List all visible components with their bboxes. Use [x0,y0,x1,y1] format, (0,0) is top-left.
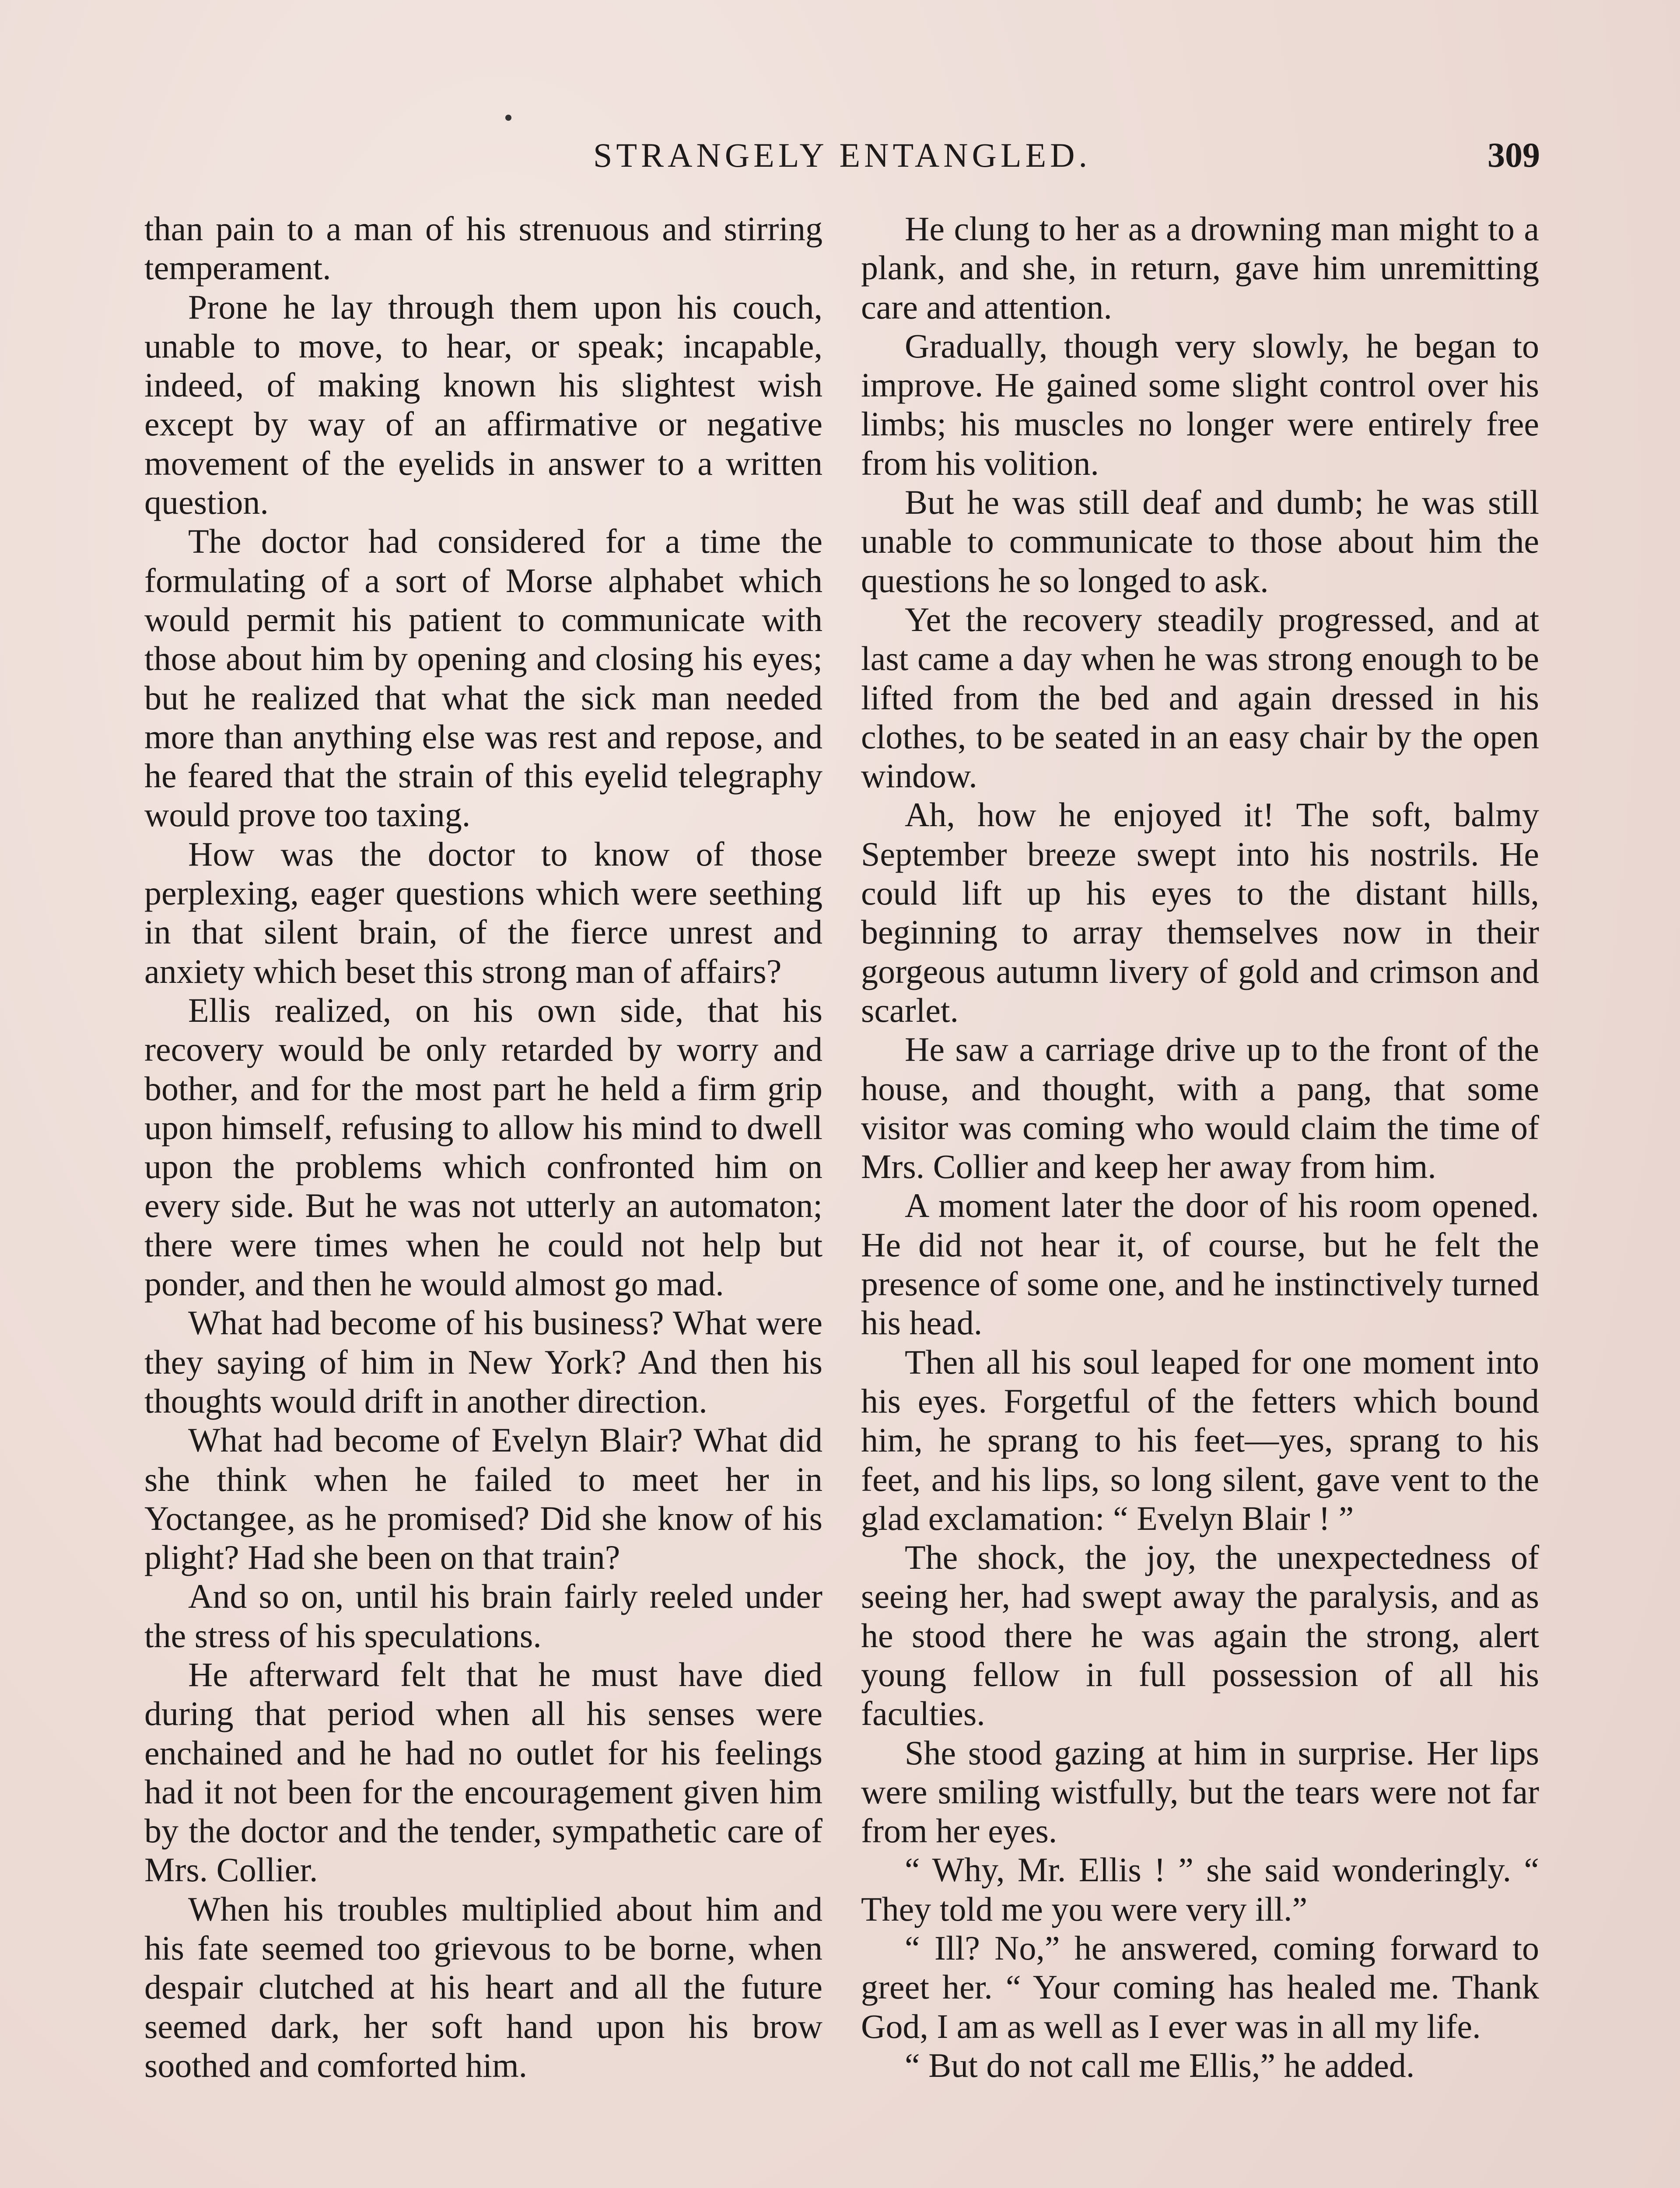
paragraph: than pain to a man of his strenuous and stirring temperament. [144,210,822,287]
paragraph: She stood gazing at him in surprise. Her lips were smiling wistfully, but the tears were not far from her eyes. [861,1733,1539,1850]
paragraph: Yet the recovery steadily progressed, and at last came a day when he was strong enough to be lifted from the bed and again dressed in his clothes, to be seated in an easy chair by the open window. [861,600,1539,795]
paragraph: How was the doctor to know of those perplexing, eager questions which were seething in that silent brain, of the fierce unrest and anxiety which beset this strong man of affairs? [144,835,822,990]
paragraph: When his troubles multiplied about him and his fate seemed too grievous to be borne, when despair clutched at his heart and all the future seemed dark, her soft hand upon his brow soothed and comforted him. [144,1890,822,2084]
paragraph: But he was still deaf and dumb; he was still unable to communicate to those about him the questions he so longed to ask. [861,483,1539,600]
running-title: STRANGELY ENTANGLED. [593,136,1091,174]
paragraph: “ Why, Mr. Ellis ! ” she said wonderingly. “ They told me you were very ill.” [861,1851,1539,1928]
paragraph: “ Ill? No,” he answered, coming forward to greet her. “ Your coming has healed me. Thank God, I am as well as I ever was in all my life. [861,1929,1539,2045]
paragraph: Prone he lay through them upon his couch, unable to move, to hear, or speak; incapable, indeed, of making known his slightest wish except by way of an affirmative or negative movement of the eyelids in answer to a written question. [144,288,822,522]
ink-speck [505,115,511,121]
paragraph: Gradually, though very slowly, he began to improve. He gained some slight control over his limbs; his muscles no longer were entirely free from his volition. [861,326,1539,482]
paragraph: What had become of Evelyn Blair? What did she think when he failed to meet her in Yoctangee, as he promised? Did she know of his plight? Had she been on that train? [144,1421,822,1577]
left-column [144,209,822,2085]
paragraph: Ellis realized, on his own side, that his recovery would be only retarded by worry and bother, and for the most part he held a firm grip upon himself, refusing to allow his mind to dwell upon the problems which confronted him on every side. But he was not utterly an automaton; there were times when he could not help but ponder, and then he would almost go mad. [144,991,822,1303]
page-number: 309 [1488,136,1540,175]
paragraph: He saw a carriage drive up to the front of the house, and thought, with a pang, that some visitor was coming who would claim the time of Mrs. Collier and keep her away from him. [861,1030,1539,1186]
paragraph: The shock, the joy, the unexpectedness of seeing her, had swept away the paralysis, and as he stood there he was again the strong, alert young fellow in full possession of all his faculties. [861,1538,1539,1733]
paragraph: What had become of his business? What were they saying of him in New York? And then his thoughts would drift in another direction. [144,1304,822,1420]
paragraph: And so on, until his brain fairly reeled under the stress of his speculations. [144,1577,822,1655]
paragraph: Then all his soul leaped for one moment into his eyes. Forgetful of the fetters which bound him, he sprang to his feet—yes, sprang to his feet, and his lips, so long silent, gave vent to the glad exclamation: “ Evelyn Blair ! ” [861,1343,1539,1537]
page-header [144,131,1540,179]
paragraph: A moment later the door of his room opened. He did not hear it, of course, but he felt the presence of some one, and he instinctively turned his head. [861,1186,1539,1342]
paragraph: “ But do not call me Ellis,” he added. [905,2046,1415,2084]
paragraph: He clung to her as a drowning man might to a plank, and she, in return, gave him unremitting care and attention. [861,210,1539,326]
paragraph: The doctor had considered for a time the formulating of a sort of Morse alphabet which would permit his patient to communicate with those about him by opening and closing his eyes; but he realized that what the sick man needed more than anything else was rest and repose, and he feared that the strain of this eyelid telegraphy would prove too taxing. [144,522,822,834]
paragraph: Ah, how he enjoyed it! The soft, balmy September breeze swept into his nostrils. He could lift up his eyes to the distant hills, beginning to array themselves now in their gorgeous autumn livery of gold and crimson and scarlet. [861,796,1539,1029]
paragraph: He afterward felt that he must have died during that period when all his senses were enchained and he had no outlet for his feelings had it not been for the encouragement given him by the doctor and the tender, sympathetic care of Mrs. Collier. [144,1655,822,1889]
right-column [861,209,1539,2085]
